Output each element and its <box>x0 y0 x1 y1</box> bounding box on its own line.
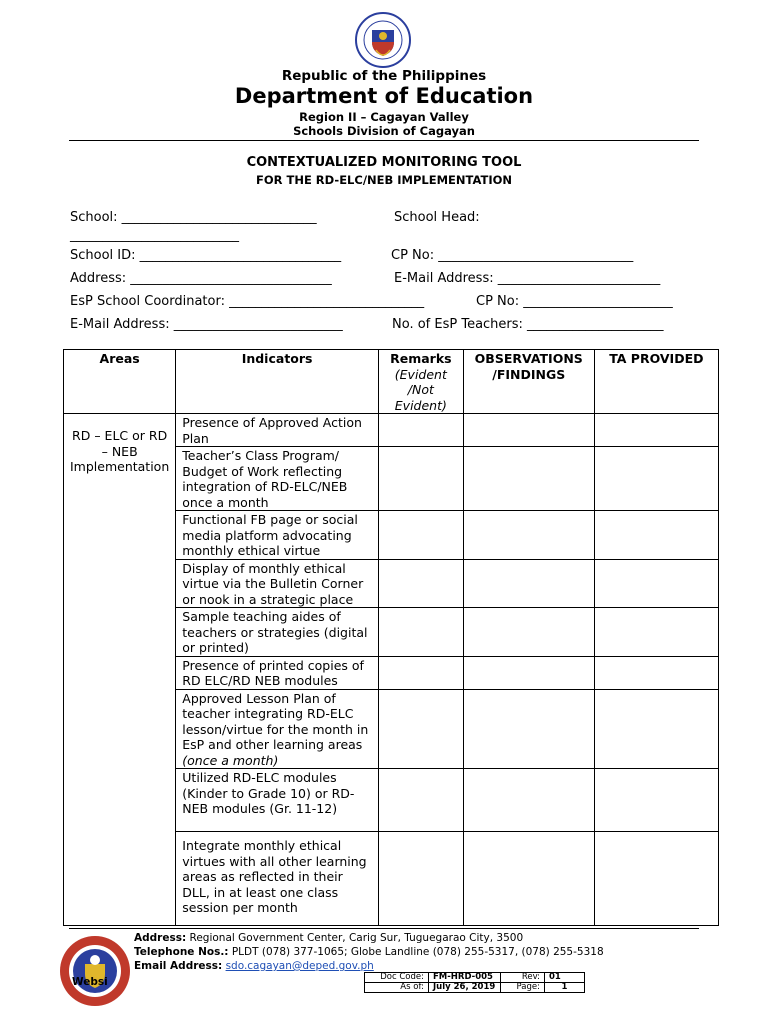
remarks-cell[interactable] <box>378 414 463 447</box>
remarks-cell[interactable] <box>378 608 463 657</box>
footer-address-value: Regional Government Center, Carig Sur, Tuguegarao City, 3500 <box>186 932 524 944</box>
indicator-cell: Functional FB page or social media platform advocating monthly ethical virtue <box>176 511 379 560</box>
ta-provided-cell[interactable] <box>594 656 718 689</box>
table-row <box>64 414 719 447</box>
email-field[interactable]: E-Mail Address: _________________________ <box>394 271 661 286</box>
address-field[interactable]: Address: _______________________________ <box>70 271 332 286</box>
page-label: Page: <box>501 983 545 993</box>
observations-cell[interactable] <box>463 656 594 689</box>
footer-telephone-label: Telephone Nos.: <box>134 946 229 958</box>
footer-telephone-value: PLDT (078) 377-1065; Globe Landline (078) 255-5317, (078) 255-5318 <box>228 946 604 958</box>
ta-provided-cell[interactable] <box>594 832 718 926</box>
department-heading: Department of Education <box>234 84 534 108</box>
footer-website-label: Websi <box>72 976 108 988</box>
cp-no-field[interactable]: CP No: ______________________________ <box>391 248 634 263</box>
document-control-table <box>364 972 585 993</box>
remarks-cell[interactable] <box>378 689 463 769</box>
indicator-cell: Teacher’s Class Program/ Budget of Work reflecting integration of RD-ELC/NEB once a month <box>176 447 379 511</box>
indicator-cell: Presence of Approved Action Plan <box>176 414 379 447</box>
school-id-field[interactable]: School ID: _______________________________ <box>70 248 342 263</box>
ta-provided-cell[interactable] <box>594 608 718 657</box>
remarks-header-sub: (Evident /Not Evident) <box>394 366 447 413</box>
footer-email-label: Email Address: <box>134 960 223 972</box>
remarks-cell[interactable] <box>378 511 463 560</box>
areas-header: Areas <box>64 350 176 414</box>
footer-address <box>134 932 523 944</box>
footer-email-link[interactable]: sdo.cagayan@deped.gov.ph <box>225 960 374 972</box>
table-header-row <box>64 350 719 414</box>
coordinator-cp-no-field[interactable]: CP No: _______________________ <box>476 294 673 309</box>
doc-row <box>365 983 585 993</box>
observations-header: OBSERVATIONS /FINDINGS <box>463 350 594 414</box>
indicator-cell: Utilized RD-ELC modules (Kinder to Grade 10) or RD-NEB modules (Gr. 11-12) <box>176 769 379 832</box>
remarks-cell[interactable] <box>378 832 463 926</box>
indicators-header: Indicators <box>176 350 379 414</box>
esp-teachers-field[interactable]: No. of EsP Teachers: _____________________ <box>392 317 664 332</box>
remarks-cell[interactable] <box>378 447 463 511</box>
as-of-value: July 26, 2019 <box>429 983 501 993</box>
observations-cell[interactable] <box>463 689 594 769</box>
observations-cell[interactable] <box>463 447 594 511</box>
school-head-field[interactable]: __________________________ <box>70 228 239 243</box>
observations-cell[interactable] <box>463 769 594 832</box>
deped-seal-icon <box>350 12 416 68</box>
indicator-note: (once a month) <box>182 752 279 768</box>
remarks-cell[interactable] <box>378 559 463 608</box>
header-divider <box>69 140 699 141</box>
ta-provided-header: TA PROVIDED <box>594 350 718 414</box>
ta-provided-cell[interactable] <box>594 447 718 511</box>
observations-cell[interactable] <box>463 832 594 926</box>
remarks-cell[interactable] <box>378 769 463 832</box>
rev-value: 01 <box>545 973 585 983</box>
remarks-header-label: Remarks <box>390 351 452 366</box>
indicator-cell: Sample teaching aides of teachers or strategies (digital or printed) <box>176 608 379 657</box>
indicator-cell: Display of monthly ethical virtue via the Bulletin Corner or nook in a strategic place <box>176 559 379 608</box>
footer-telephone <box>134 946 604 958</box>
division-seal-icon <box>58 934 132 1008</box>
observations-cell[interactable] <box>463 608 594 657</box>
indicator-cell: Integrate monthly ethical virtues with all other learning areas as reflected in their DLL, in at least one class session per month <box>176 832 379 926</box>
ta-provided-cell[interactable] <box>594 769 718 832</box>
ta-provided-cell[interactable] <box>594 511 718 560</box>
observations-cell[interactable] <box>463 559 594 608</box>
remarks-header <box>378 350 463 414</box>
region-heading: Region II – Cagayan Valley <box>299 110 469 124</box>
coordinator-email-field[interactable]: E-Mail Address: __________________________ <box>70 317 343 332</box>
doc-code-value: FM-HRD-005 <box>429 973 501 983</box>
division-heading: Schools Division of Cagayan <box>293 124 475 138</box>
indicator-cell <box>176 689 379 769</box>
observations-cell[interactable] <box>463 511 594 560</box>
observations-cell[interactable] <box>463 414 594 447</box>
doc-row <box>365 973 585 983</box>
ta-provided-cell[interactable] <box>594 559 718 608</box>
school-head-label: School Head: <box>394 210 480 225</box>
page-value: 1 <box>545 983 585 993</box>
remarks-cell[interactable] <box>378 656 463 689</box>
ta-provided-cell[interactable] <box>594 414 718 447</box>
ta-provided-cell[interactable] <box>594 689 718 769</box>
indicator-cell: Presence of printed copies of RD ELC/RD NEB modules <box>176 656 379 689</box>
footer-address-label: Address: <box>134 932 187 944</box>
rev-label: Rev: <box>501 973 545 983</box>
republic-heading: Republic of the Philippines <box>281 68 487 84</box>
footer-divider <box>69 928 699 929</box>
area-cell: RD – ELC or RD – NEB Implementation <box>64 414 176 926</box>
indicator-text: Approved Lesson Plan of teacher integrating RD-ELC lesson/virtue for the month in EsP and other learning areas <box>182 690 369 752</box>
tool-subtitle: FOR THE RD-ELC/NEB IMPLEMENTATION <box>255 173 513 187</box>
footer-email <box>134 960 374 972</box>
doc-code-label: Doc Code: <box>365 973 429 983</box>
tool-title: CONTEXTUALIZED MONITORING TOOL <box>246 155 522 170</box>
school-field[interactable]: School: ______________________________ <box>70 210 317 225</box>
as-of-label: As of: <box>365 983 429 993</box>
monitoring-table <box>63 349 719 926</box>
esp-coordinator-field[interactable]: EsP School Coordinator: ______________________________ <box>70 294 425 309</box>
